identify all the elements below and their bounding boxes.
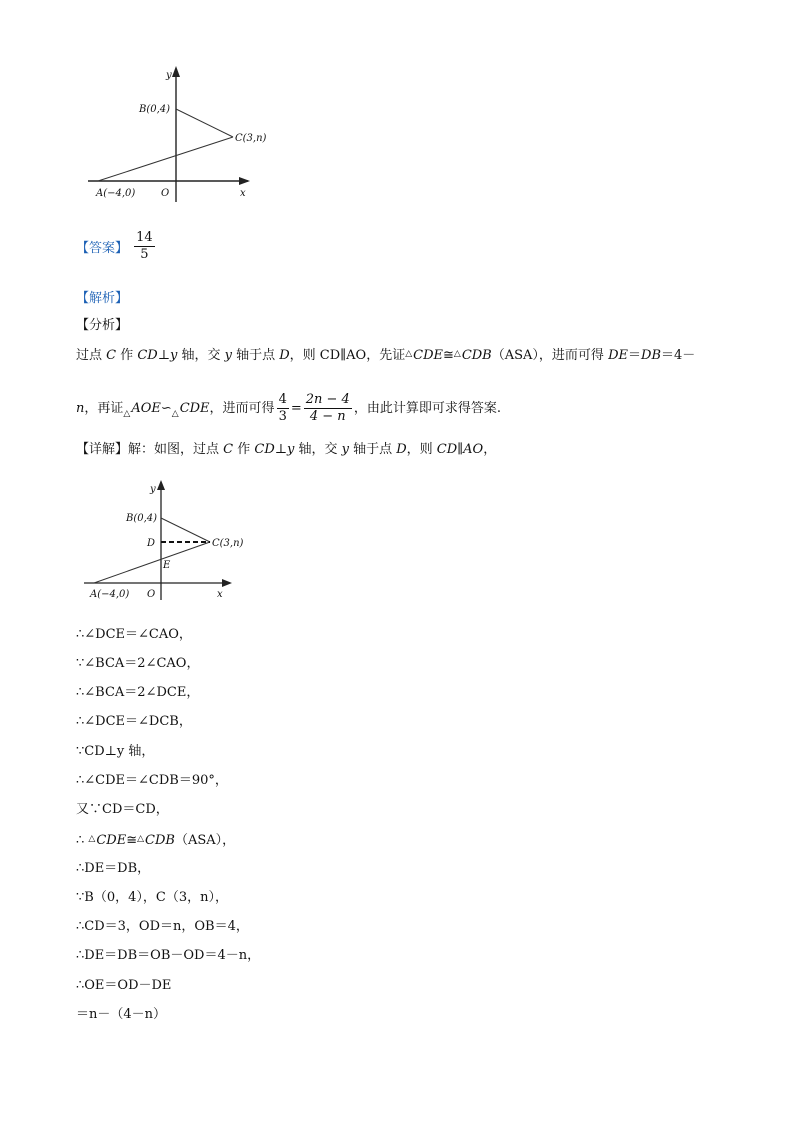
y-axis-arrow <box>157 480 165 490</box>
point-c-label: C(3,n) <box>212 538 244 549</box>
detail-line <box>76 441 496 459</box>
point-c-label: C(3,n) <box>235 133 267 144</box>
fenxi-tag: 【分析】 <box>76 318 129 333</box>
y-label: y <box>166 70 172 81</box>
point-a-label: A(−4,0) <box>96 188 136 199</box>
triangle-icon: △ <box>88 834 96 844</box>
t: 轴于点 <box>348 442 397 457</box>
t: D <box>396 442 407 457</box>
answer-fraction <box>134 230 155 263</box>
t: ，由此计算即可求得答案. <box>353 401 501 416</box>
analysis-tag: 【解析】 <box>76 291 129 306</box>
t: CDE <box>413 348 443 363</box>
step-10: ∵B（0，4），C（3，n）， <box>76 890 228 905</box>
step-5: ∵CD⊥y 轴， <box>76 744 155 759</box>
answer-tag: 【答案】 <box>76 241 129 256</box>
frac-den: 4 − n <box>309 409 346 424</box>
origin-label: O <box>161 188 170 199</box>
answer-numerator: 14 <box>136 230 153 245</box>
t: CD⊥y <box>137 348 178 363</box>
point-a-label: A(−4,0) <box>90 589 130 600</box>
t: n <box>76 401 85 416</box>
step-7: 又∵CD＝CD， <box>76 802 169 817</box>
t: ，则 <box>406 442 437 457</box>
t: DB <box>641 348 661 363</box>
t: ＝4－ <box>661 348 696 363</box>
step-1: ∴∠DCE＝∠CAO， <box>76 627 192 642</box>
fraction-4-3 <box>277 392 289 425</box>
t: 解：如图，过点 <box>128 442 224 457</box>
step-14: ＝n－（4－n） <box>76 1007 167 1022</box>
t: C <box>106 348 117 363</box>
segment-bc <box>161 518 210 542</box>
step-13: ∴OE＝OD－DE <box>76 978 172 993</box>
frac-num: 2n − 4 <box>305 392 350 407</box>
detail-tag: 【详解】 <box>76 442 129 457</box>
t: ， <box>483 442 497 457</box>
point-b-label: B(0,4) <box>139 104 171 115</box>
step-6: ∴∠CDE＝∠CDB＝90°， <box>76 773 228 788</box>
x-axis-arrow <box>239 177 250 185</box>
t: CDE <box>179 401 210 416</box>
t: ∴ <box>76 833 89 848</box>
step-11: ∴CD＝3，OD＝n，OB＝4， <box>76 919 249 934</box>
segment-bc <box>176 109 233 137</box>
segment-ac <box>98 137 233 181</box>
t: C <box>223 442 234 457</box>
t: ≅ <box>442 348 454 363</box>
step-9: ∴DE＝DB， <box>76 861 151 876</box>
t: 轴于点 <box>231 348 280 363</box>
triangle-icon: △ <box>123 409 131 419</box>
t: 作 <box>233 442 255 457</box>
point-b-label: B(0,4) <box>126 513 158 524</box>
t: 过点 <box>76 348 107 363</box>
fenxi-line-1 <box>76 345 695 365</box>
fenxi-line-2 <box>76 392 501 425</box>
t: 轴，交 <box>177 348 225 363</box>
y-axis-arrow <box>172 66 180 77</box>
t: AOE <box>131 401 161 416</box>
y-label: y <box>150 484 156 495</box>
figure-2 <box>84 476 244 606</box>
triangle-icon: △ <box>405 349 413 359</box>
x-axis-arrow <box>222 579 232 587</box>
t: ≅ <box>126 833 138 848</box>
t: CD∥AO <box>436 442 484 457</box>
t: CDB <box>145 833 175 848</box>
step-8 <box>76 830 235 850</box>
t: = <box>290 401 302 416</box>
triangle-icon: △ <box>171 409 179 419</box>
t: DE <box>608 348 628 363</box>
t: CDE <box>96 833 127 848</box>
frac-den: 3 <box>278 409 287 424</box>
answer-denominator: 5 <box>140 247 149 262</box>
point-e-label: E <box>163 560 171 571</box>
t: （ASA），进而可得 <box>491 348 609 363</box>
x-label: x <box>240 188 246 199</box>
x-label: x <box>217 589 223 600</box>
t: 作 <box>116 348 138 363</box>
triangle-icon: △ <box>453 349 461 359</box>
t: ∽ <box>160 401 172 416</box>
t: y <box>224 348 232 363</box>
t: y <box>341 442 349 457</box>
answer-row <box>76 230 157 263</box>
step-4: ∴∠DCE＝∠DCB， <box>76 714 192 729</box>
t: 轴，交 <box>294 442 342 457</box>
t: ，再证 <box>84 401 124 416</box>
t: CD⊥y <box>254 442 295 457</box>
point-d-label: D <box>147 538 156 549</box>
t: （ASA）， <box>174 833 236 848</box>
t: ，则 CD∥AO，先证 <box>289 348 406 363</box>
triangle-icon: △ <box>137 834 145 844</box>
step-2: ∵∠BCA＝2∠CAO， <box>76 656 200 671</box>
step-12: ∴DE＝DB＝OB－OD＝4－n， <box>76 948 261 963</box>
t: ，进而可得 <box>209 401 275 416</box>
t: D <box>279 348 290 363</box>
frac-num: 4 <box>278 392 287 407</box>
fraction-2n-4 <box>304 392 352 425</box>
step-3: ∴∠BCA＝2∠DCE， <box>76 685 200 700</box>
figure-1 <box>88 62 268 212</box>
t: CDB <box>461 348 492 363</box>
origin-label: O <box>147 589 156 600</box>
t: ＝ <box>628 348 642 363</box>
